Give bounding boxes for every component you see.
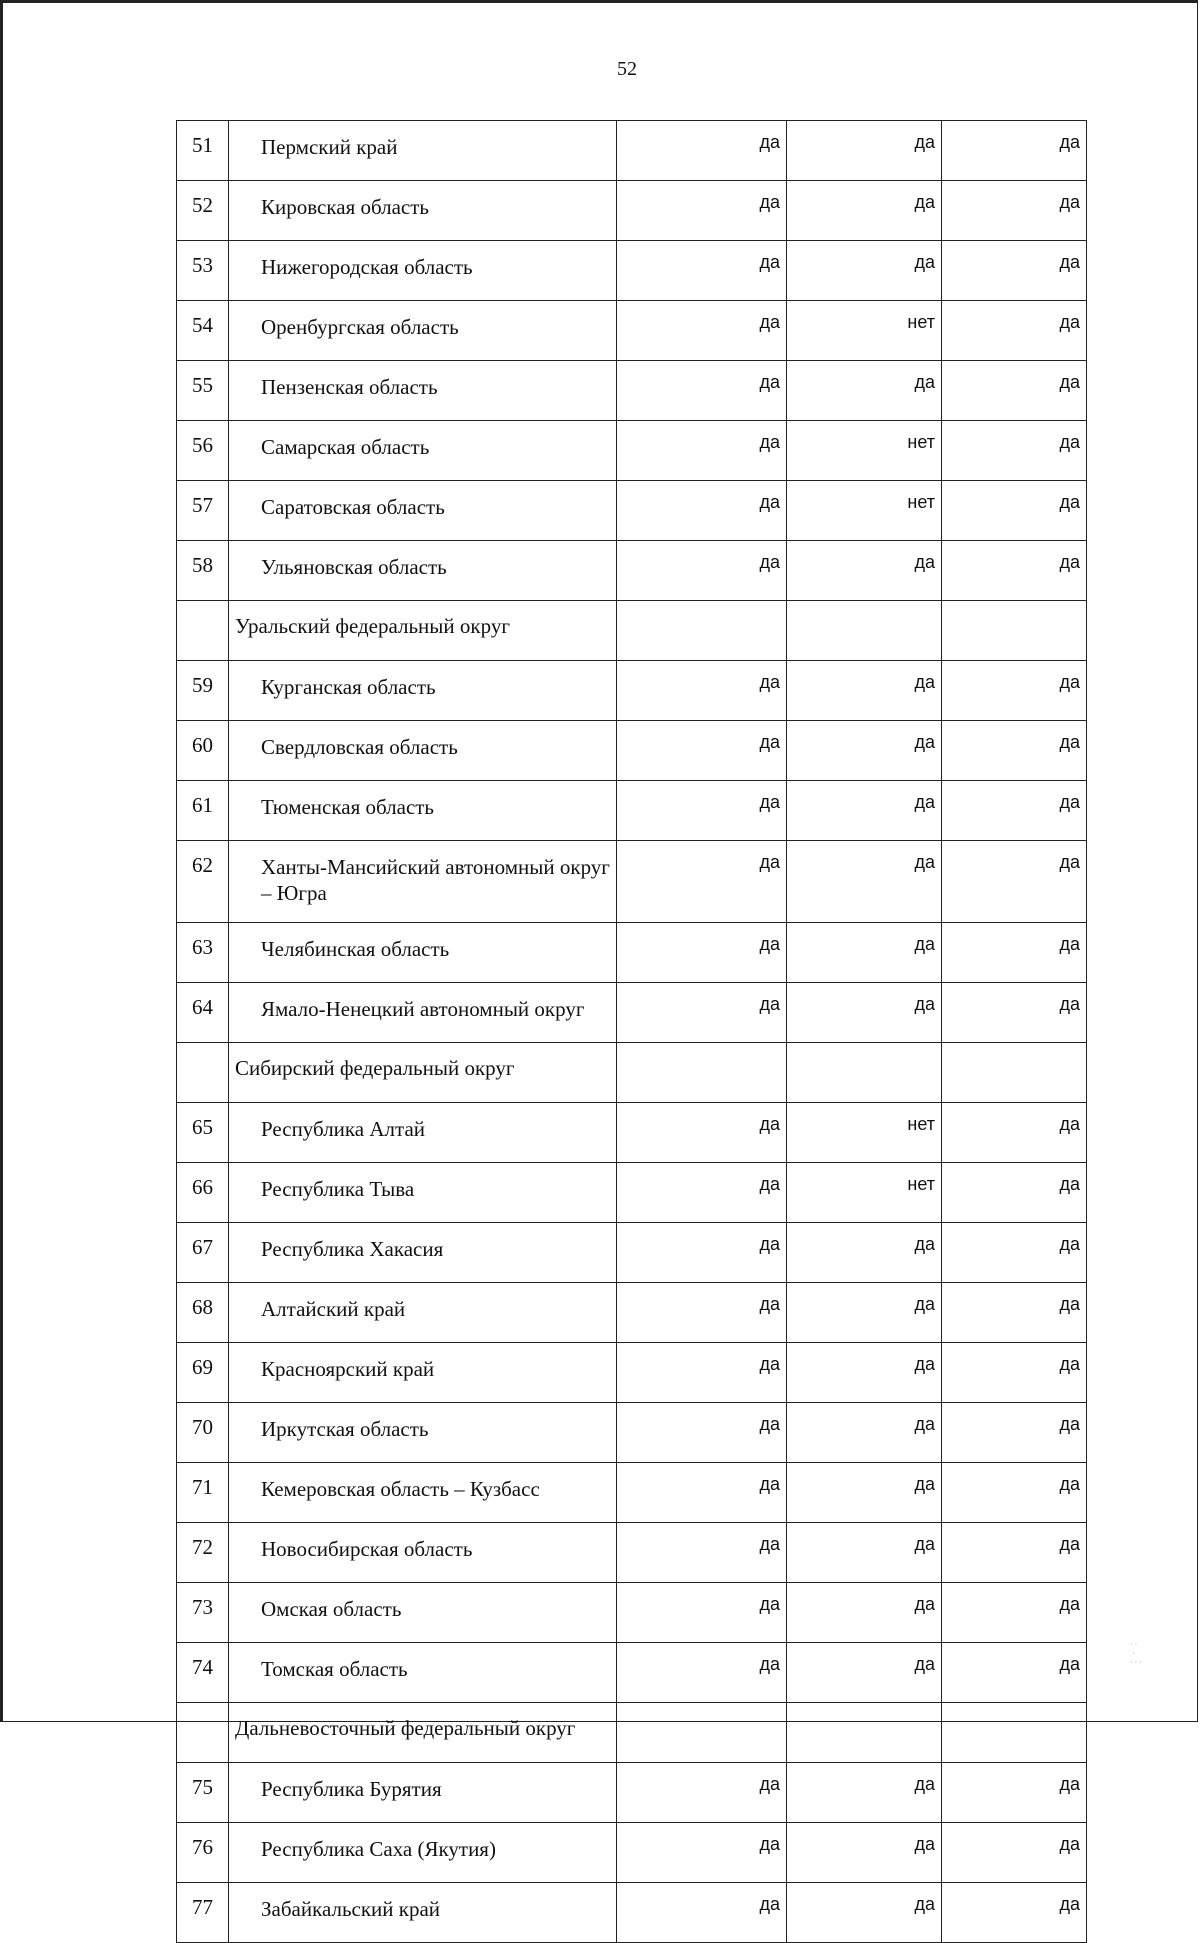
row-number-cell: 68 [177,1283,229,1343]
col-a-value-cell: да [617,1163,787,1223]
region-name-cell: Ульяновская область [229,541,617,601]
col-b-value-cell: да [787,923,942,983]
district-col-c-cell [942,601,1087,661]
table-row [177,481,1087,541]
region-name-cell: Республика Бурятия [229,1763,617,1823]
region-name-cell: Нижегородская область [229,241,617,301]
col-a-value-cell: да [617,421,787,481]
col-c-value-cell: да [942,1343,1087,1403]
col-a-value-cell: да [617,121,787,181]
district-num-cell [177,601,229,661]
col-c-value-cell: да [942,1403,1087,1463]
district-col-a-cell [617,1703,787,1763]
row-number-cell: 74 [177,1643,229,1703]
col-c-value-cell: да [942,661,1087,721]
table-row [177,841,1087,923]
col-a-value-cell: да [617,1763,787,1823]
col-b-value-cell: да [787,361,942,421]
col-c-value-cell: да [942,1823,1087,1883]
table-row [177,661,1087,721]
col-a-value-cell: да [617,481,787,541]
region-name-cell: Ямало-Ненецкий автономный округ [229,983,617,1043]
col-a-value-cell: да [617,181,787,241]
col-b-value-cell: да [787,181,942,241]
col-a-value-cell: да [617,541,787,601]
col-a-value-cell: да [617,661,787,721]
col-a-value-cell: да [617,1823,787,1883]
col-b-value-cell: нет [787,1103,942,1163]
table-row [177,301,1087,361]
col-b-value-cell: да [787,241,942,301]
row-number-cell: 58 [177,541,229,601]
row-number-cell: 72 [177,1523,229,1583]
row-number-cell: 64 [177,983,229,1043]
table-row [177,1463,1087,1523]
table-row [177,1883,1087,1943]
row-number-cell: 76 [177,1823,229,1883]
col-b-value-cell: да [787,1343,942,1403]
region-name-cell: Кемеровская область – Кузбасс [229,1463,617,1523]
col-c-value-cell: да [942,1283,1087,1343]
district-col-c-cell [942,1043,1087,1103]
row-number-cell: 56 [177,421,229,481]
col-b-value-cell: да [787,1583,942,1643]
col-c-value-cell: да [942,1103,1087,1163]
col-b-value-cell: да [787,1823,942,1883]
col-a-value-cell: да [617,841,787,923]
table-row [177,1823,1087,1883]
col-c-value-cell: да [942,1463,1087,1523]
region-name-cell: Самарская область [229,421,617,481]
row-number-cell: 59 [177,661,229,721]
col-c-value-cell: да [942,1583,1087,1643]
table-row [177,923,1087,983]
page-number: 52 [617,58,637,80]
table-row [177,361,1087,421]
col-c-value-cell: да [942,1163,1087,1223]
col-a-value-cell: да [617,1523,787,1583]
table-row [177,1403,1087,1463]
region-name-cell: Красноярский край [229,1343,617,1403]
table-row [177,121,1087,181]
region-name-cell: Иркутская область [229,1403,617,1463]
table-row [177,241,1087,301]
col-b-value-cell: да [787,781,942,841]
col-a-value-cell: да [617,1103,787,1163]
district-col-c-cell [942,1703,1087,1763]
district-num-cell [177,1703,229,1763]
col-b-value-cell: да [787,121,942,181]
table-row [177,181,1087,241]
region-name-cell: Омская область [229,1583,617,1643]
district-name-cell: Уральский федеральный округ [229,601,617,661]
col-a-value-cell: да [617,361,787,421]
col-b-value-cell: нет [787,1163,942,1223]
col-a-value-cell: да [617,1223,787,1283]
district-col-a-cell [617,601,787,661]
col-a-value-cell: да [617,721,787,781]
region-name-cell: Алтайский край [229,1283,617,1343]
row-number-cell: 52 [177,181,229,241]
col-a-value-cell: да [617,1583,787,1643]
district-header-row [177,601,1087,661]
row-number-cell: 70 [177,1403,229,1463]
col-a-value-cell: да [617,1343,787,1403]
col-c-value-cell: да [942,181,1087,241]
row-number-cell: 63 [177,923,229,983]
col-b-value-cell: да [787,1763,942,1823]
district-col-a-cell [617,1043,787,1103]
region-name-cell: Курганская область [229,661,617,721]
row-number-cell: 60 [177,721,229,781]
table-row [177,721,1087,781]
col-c-value-cell: да [942,721,1087,781]
row-number-cell: 66 [177,1163,229,1223]
col-c-value-cell: да [942,1763,1087,1823]
row-number-cell: 71 [177,1463,229,1523]
table-row [177,781,1087,841]
col-c-value-cell: да [942,481,1087,541]
table-row [177,1343,1087,1403]
row-number-cell: 77 [177,1883,229,1943]
table-row [177,1103,1087,1163]
col-a-value-cell: да [617,1643,787,1703]
region-name-cell: Республика Хакасия [229,1223,617,1283]
col-c-value-cell: да [942,1883,1087,1943]
col-b-value-cell: да [787,1463,942,1523]
row-number-cell: 67 [177,1223,229,1283]
col-b-value-cell: да [787,841,942,923]
row-number-cell: 65 [177,1103,229,1163]
col-b-value-cell: нет [787,481,942,541]
region-name-cell: Пермский край [229,121,617,181]
col-b-value-cell: да [787,1883,942,1943]
col-b-value-cell: да [787,1223,942,1283]
region-name-cell: Ханты-Мансийский автономный округ – Югра [229,841,617,923]
region-name-cell: Новосибирская область [229,1523,617,1583]
col-c-value-cell: да [942,121,1087,181]
district-num-cell [177,1043,229,1103]
regions-table [176,120,1087,1943]
col-c-value-cell: да [942,301,1087,361]
col-b-value-cell: да [787,1523,942,1583]
col-b-value-cell: да [787,1403,942,1463]
table-row [177,421,1087,481]
table-row [177,983,1087,1043]
col-c-value-cell: да [942,1223,1087,1283]
col-a-value-cell: да [617,983,787,1043]
region-name-cell: Кировская область [229,181,617,241]
district-col-b-cell [787,1043,942,1103]
col-a-value-cell: да [617,1403,787,1463]
table-row [177,1223,1087,1283]
district-name-cell: Дальневосточный федеральный округ [229,1703,617,1763]
col-c-value-cell: да [942,983,1087,1043]
table-row [177,1523,1087,1583]
regions-table-body [177,121,1087,1943]
region-name-cell: Свердловская область [229,721,617,781]
table-row [177,1763,1087,1823]
col-c-value-cell: да [942,361,1087,421]
district-header-row [177,1703,1087,1763]
region-name-cell: Саратовская область [229,481,617,541]
col-c-value-cell: да [942,421,1087,481]
row-number-cell: 51 [177,121,229,181]
region-name-cell: Республика Тыва [229,1163,617,1223]
district-col-b-cell [787,1703,942,1763]
district-name-cell: Сибирский федеральный округ [229,1043,617,1103]
region-name-cell: Пензенская область [229,361,617,421]
col-a-value-cell: да [617,1283,787,1343]
col-c-value-cell: да [942,781,1087,841]
row-number-cell: 69 [177,1343,229,1403]
col-b-value-cell: да [787,661,942,721]
region-name-cell: Тюменская область [229,781,617,841]
table-row [177,1583,1087,1643]
col-c-value-cell: да [942,541,1087,601]
region-name-cell: Республика Алтай [229,1103,617,1163]
district-header-row [177,1043,1087,1103]
col-c-value-cell: да [942,1523,1087,1583]
table-row [177,1163,1087,1223]
row-number-cell: 73 [177,1583,229,1643]
col-a-value-cell: да [617,1883,787,1943]
col-b-value-cell: нет [787,301,942,361]
col-c-value-cell: да [942,241,1087,301]
col-b-value-cell: да [787,541,942,601]
table-row [177,1283,1087,1343]
region-name-cell: Томская область [229,1643,617,1703]
row-number-cell: 75 [177,1763,229,1823]
col-a-value-cell: да [617,923,787,983]
region-name-cell: Забайкальский край [229,1883,617,1943]
row-number-cell: 53 [177,241,229,301]
scan-artifact: · · · · · · [1130,1640,1142,1667]
region-name-cell: Республика Саха (Якутия) [229,1823,617,1883]
col-a-value-cell: да [617,781,787,841]
table-row [177,541,1087,601]
col-b-value-cell: да [787,983,942,1043]
col-b-value-cell: да [787,1643,942,1703]
col-b-value-cell: да [787,1283,942,1343]
col-c-value-cell: да [942,841,1087,923]
col-b-value-cell: да [787,721,942,781]
col-c-value-cell: да [942,923,1087,983]
row-number-cell: 62 [177,841,229,923]
table-row [177,1643,1087,1703]
row-number-cell: 61 [177,781,229,841]
col-a-value-cell: да [617,1463,787,1523]
col-a-value-cell: да [617,301,787,361]
col-a-value-cell: да [617,241,787,301]
row-number-cell: 57 [177,481,229,541]
district-col-b-cell [787,601,942,661]
row-number-cell: 54 [177,301,229,361]
region-name-cell: Челябинская область [229,923,617,983]
col-c-value-cell: да [942,1643,1087,1703]
col-b-value-cell: нет [787,421,942,481]
region-name-cell: Оренбургская область [229,301,617,361]
row-number-cell: 55 [177,361,229,421]
